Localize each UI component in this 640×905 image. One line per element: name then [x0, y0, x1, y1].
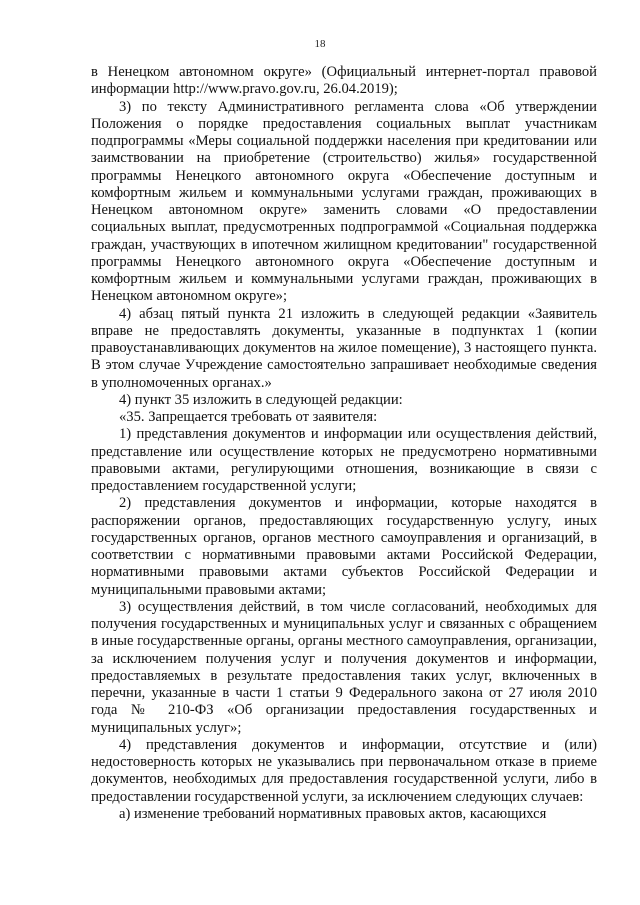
paragraph: «35. Запрещается требовать от заявителя: [119, 409, 378, 425]
paragraph: 3) по тексту Административного регламента слова «Об утверждении Положения о порядке предоставления социальных выплат участникам подпрограммы «Меры социальной поддержки населения при кредитовании или заимствовании на приобретение (строительство) жилья» государственной программы Ненецкого автономного округа «Обеспечение доступным и комфортным жильем и коммунальными услугами граждан, проживающих в Ненецком автономном округе» заменить словами «О предоставлении социальных выплат, предусмотренных подпрограммой «Социальная поддержка граждан, участвующих в ипотечном жилищном кредитовании" государственной программы Ненецкого автономного округа «Обеспечение доступным и комфортным жильем и коммунальными услугами граждан, проживающих в Ненецком автономном округе»; [91, 98, 597, 305]
paragraph: 4) абзац пятый пункта 21 изложить в следующей редакции «Заявитель вправе не предоставлять документы, указанные в подпунктах 1 (копии правоустанавливающих документов на жилое помещение), 3 настоящего пункта. В этом случае Учреждение самостоятельно запрашивает необходимые сведения в уполномоченных органах.» [91, 305, 597, 391]
document-body [91, 64, 597, 823]
paragraph: 3) осуществления действий, в том числе согласований, необходимых для получения государственных и муниципальных услуг и связанных с обращением в иные государственные органы, органы местного самоуправления, организации, за исключением получения услуг и получения документов и информации, предоставляемых в результате предоставления таких услуг, включенных в перечни, указанные в части 1 статьи 9 Федерального закона от 27 июля 2010 года № 210-ФЗ «Об организации предоставления государственных и муниципальных услуг»; [91, 598, 597, 736]
paragraph: 1) представления документов и информации или осуществления действий, представление или осуществление которых не предусмотрено нормативными правовыми актами, регулирующими отношения, возникающие в связи с предоставлением государственной услуги; [91, 426, 597, 494]
paragraph: 4) представления документов и информации, отсутствие и (или) недостоверность которых не указывались при первоначальном отказе в приеме документов, необходимых для предоставления государственной услуги, либо в предоставлении государственной услуги, за исключением следующих случаев: [91, 736, 597, 805]
paragraph: в Ненецком автономном округе» (Официальный интернет-портал правовой информации http://www.pravo.gov.ru, 26.04.2019); [91, 64, 597, 98]
paragraph: 2) представления документов и информации, которые находятся в распоряжении органов, предоставляющих государственную услугу, иных государственных органов, органов местного самоуправления и организаций, в соответствии с нормативными правовыми актами Российской Федерации, нормативными правовыми актами субъектов Российской Федерации и муниципальными правовыми актами; [91, 495, 597, 598]
page-number: 18 [314, 38, 326, 50]
paragraph: 4) пункт 35 изложить в следующей редакции: [119, 391, 403, 408]
paragraph: а) изменение требований нормативных правовых актов, касающихся [119, 805, 547, 822]
